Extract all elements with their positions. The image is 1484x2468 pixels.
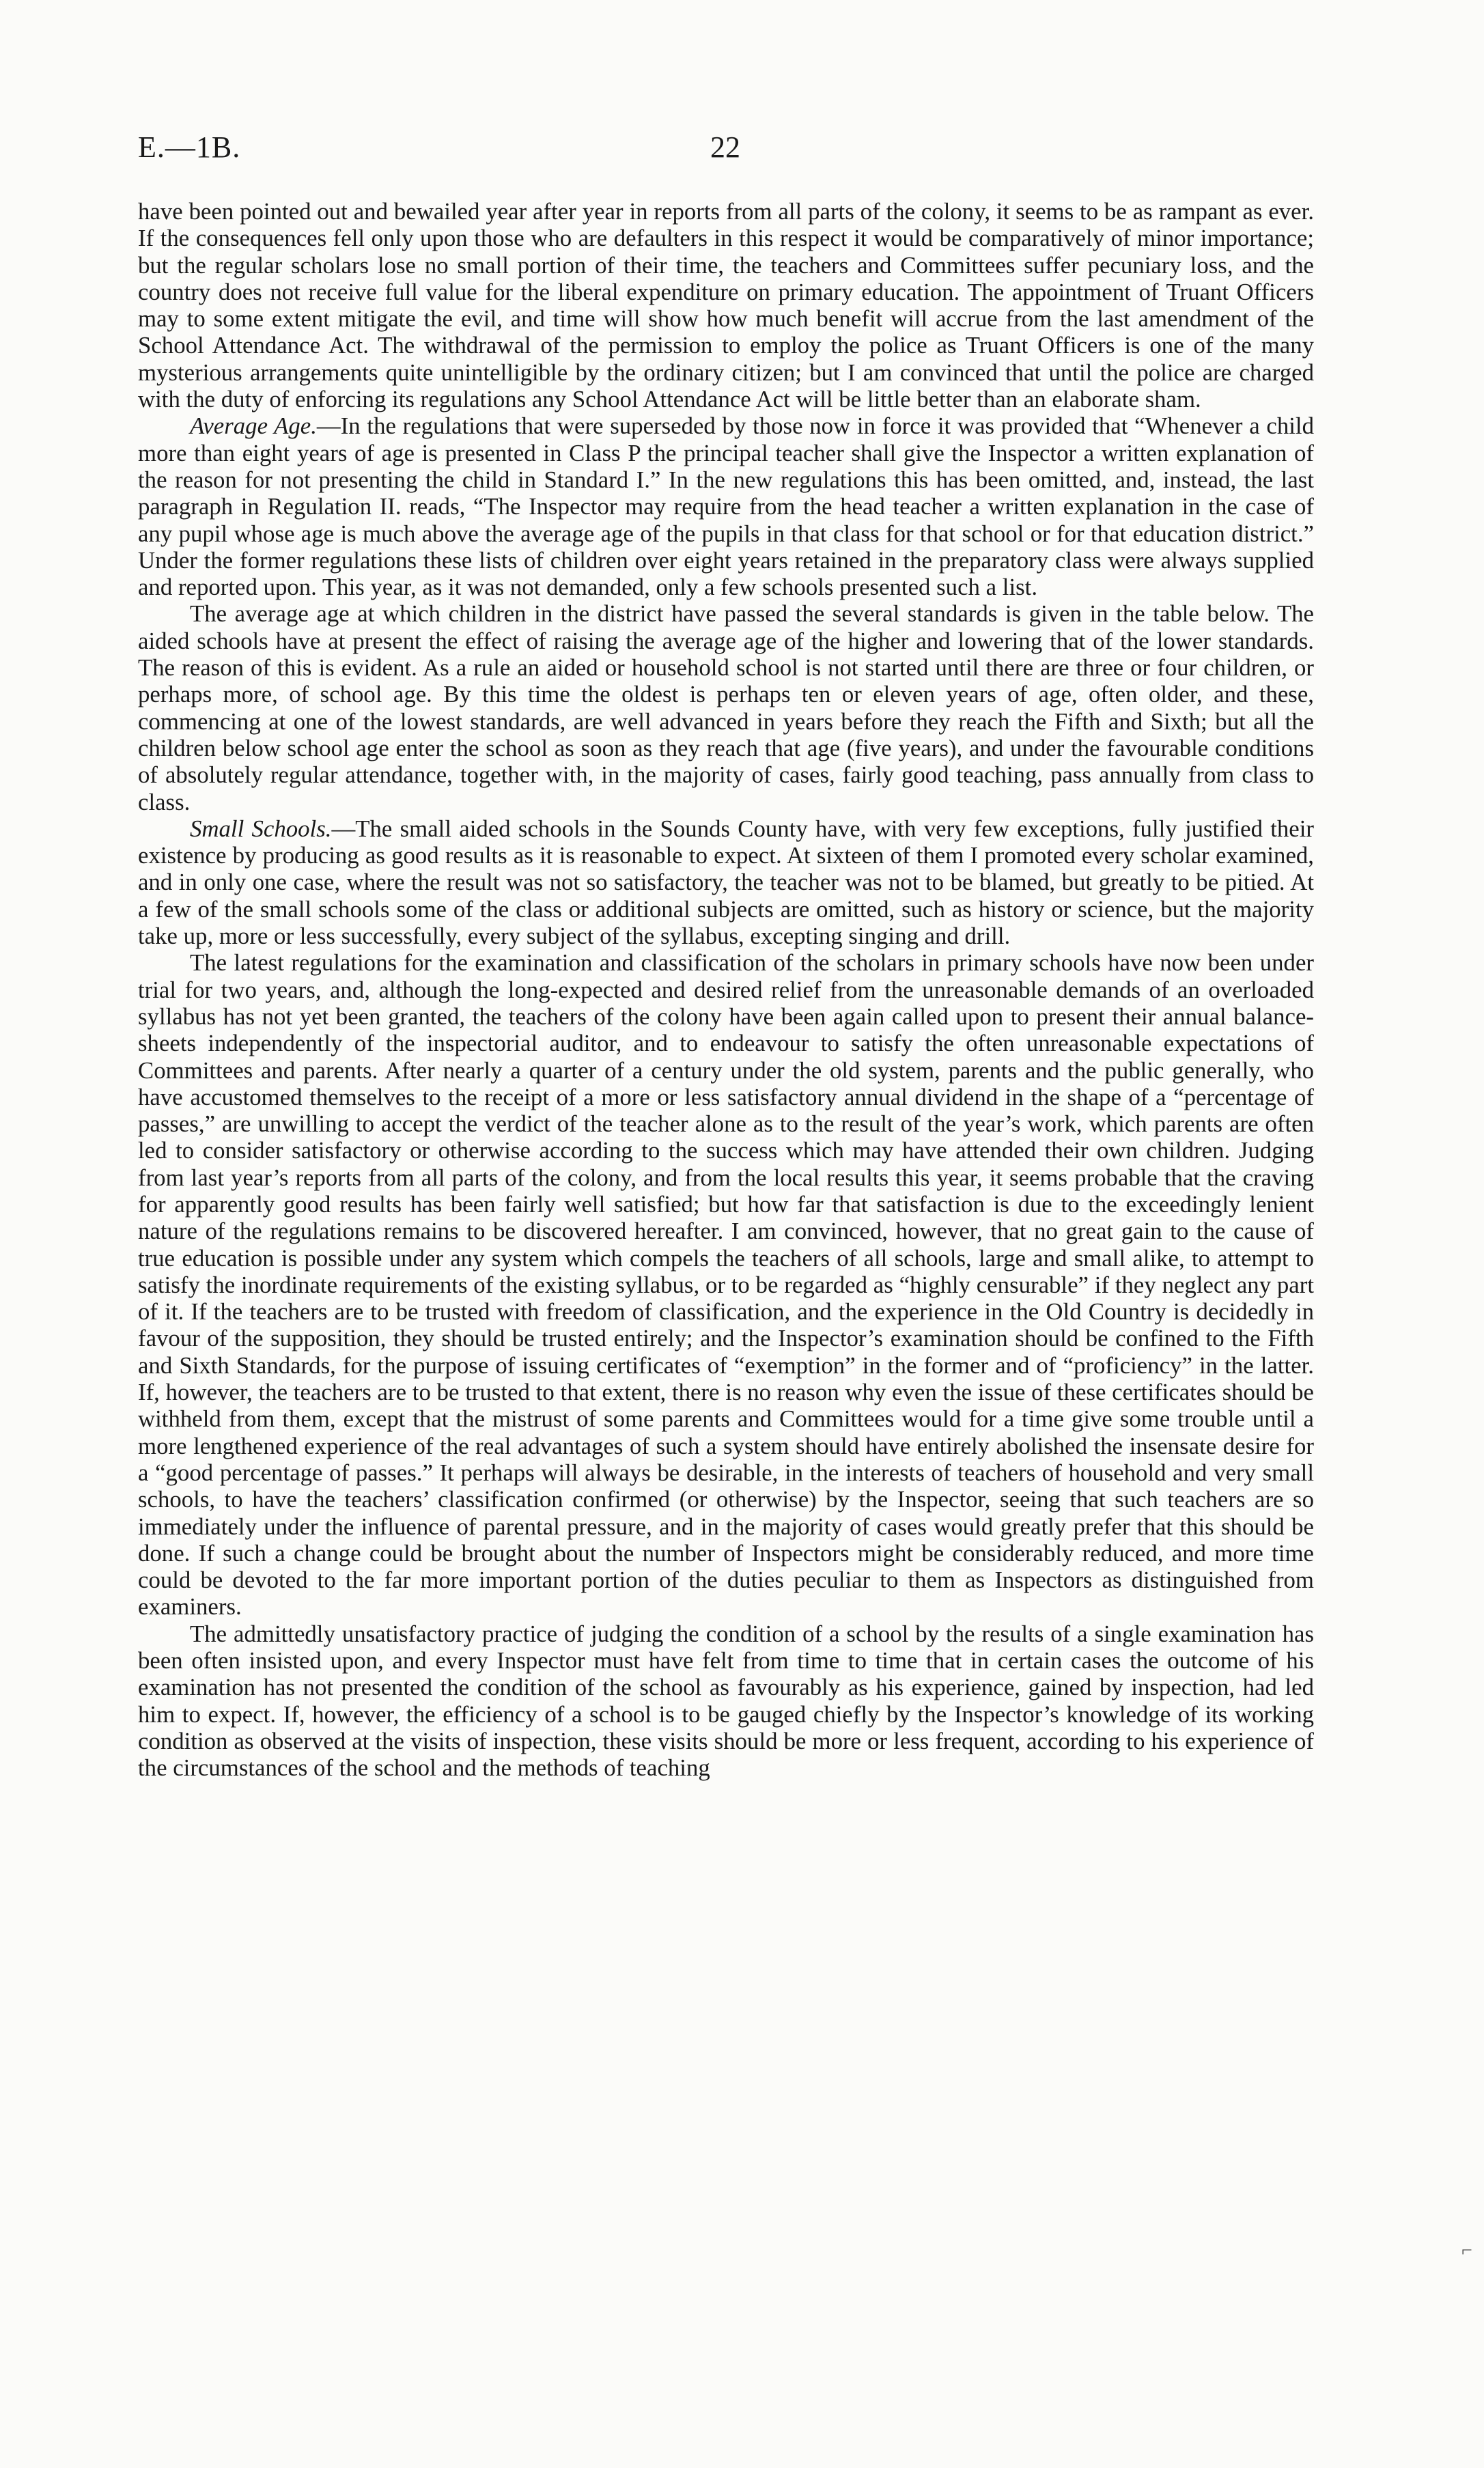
paragraph-text: The latest regulations for the examination and classification of the scholars in primary schools have now been under trial for two years, and, although the long-expected and desired relief from the unreasonable demands of an overloaded syllabus has not yet been granted, the teachers of the colony have been again called upon to present their annual balance-sheets independently of the inspectorial auditor, and to endeavour to satisfy the often unreasonable expectations of Committees and parents. After nearly a quarter of a century under the old system, parents and the public generally, who have accustomed themselves to the receipt of a more or less satisfactory annual dividend in the shape of a “percentage of passes,” are unwilling to accept the verdict of the teacher alone as to the result of the year’s work, which parents are often led to consider satisfactory or otherwise according to the success which may have attended their own children. Judging from last year’s reports from all parts of the colony, and from the local results this year, it seems probable that the craving for apparently good results has been fairly well satisfied; but how far that satisfaction is due to the exceedingly lenient nature of the regulations remains to be discovered hereafter. I am convinced, however, that no great gain to the cause of true education is possible under any system which compels the teachers of all schools, large and small alike, to attempt to satisfy the inordinate requirements of the existing syllabus, or to be regarded as “highly censurable” if they neglect any part of it. If the teachers are to be trusted with freedom of classification, and the experience in the Old Country is decidedly in favour of the supposition, they should be trusted entirely; and the Inspector’s examination should be confined to the Fifth and Sixth Standards, for the purpose of issuing certificates of “exemption” in the former and of “proficiency” in the latter. If, however, the teachers are to be trusted to that extent, there is no reason why even the issue of these certificates should be withheld from them, except that the mistrust of some parents and Committees would for a time give some trouble until a more lengthened experience of the real advantages of such a system should have entirely abolished the insensate desire for a “good percentage of passes.” It perhaps will always be desirable, in the interests of teachers of household and very small schools, to have the teachers’ classification confirmed (or otherwise) by the Inspector, seeing that such teachers are so immediately under the influence of parental pressure, and in the majority of cases would greatly prefer that this should be done. If such a change could be brought about the number of Inspectors might be considerably reduced, and more time could be devoted to the far more important portion of the duties peculiar to them as Inspectors as distinguished from examiners. [138,949,1314,1621]
section-heading-small-schools: Small Schools. [190,815,332,842]
paragraph-single-examination [138,1621,1314,1782]
body-text [138,198,1314,1782]
margin-mark-icon: ⌐ [1461,2240,1472,2261]
paragraph-truancy-continued [138,198,1314,412]
page-header [138,130,1314,171]
section-heading-average-age: Average Age. [190,412,317,440]
paragraph-average-age-table-intro [138,600,1314,815]
paragraph-regulations [138,949,1314,1620]
paragraph-text: —In the regulations that were superseded by those now in force it was provided that “Whenever a child more than eight years of age is presented in Class P the principal teacher shall give the Inspector a written explanation of the reason for not presenting the child in Standard I.” In the new regulations this has been omitted, and, instead, the last paragraph in Regulation II. reads, “The Inspector may require from the head teacher a written explanation in the case of any pupil whose age is much above the average age of the pupils in that class for that school or for that education district.” Under the former regulations these lists of children over eight years retained in the preparatory class were always supplied and reported upon. This year, as it was not demanded, only a few schools presented such a list. [138,412,1314,601]
paragraph-text: The admittedly unsatisfactory practice of judging the condition of a school by the results of a single examination has been often insisted upon, and every Inspector must have felt from time to time that in certain cases the outcome of his examination has not presented the condition of the school as favourably as his experience, gained by inspection, had led him to expect. If, however, the efficiency of a school is to be gauged chiefly by the Inspector’s knowledge of its working condition as observed at the visits of inspection, these visits should be more or less frequent, according to his experience of the circumstances of the school and the methods of teaching [138,1620,1314,1782]
paragraph-text: have been pointed out and bewailed year after year in reports from all parts of the colony, it seems to be as rampant as ever. If the consequences fell only upon those who are defaulters in this respect it would be comparatively of minor importance; but the regular scholars lose no small portion of their time, the teachers and Committees suffer pecuniary loss, and the country does not receive full value for the liberal expenditure on primary education. The appointment of Truant Officers may to some extent mitigate the evil, and time will show how much benefit will accrue from the last amendment of the School Attendance Act. The withdrawal of the permission to employ the police as Truant Officers is one of the many mysterious arrangements quite unintelligible by the ordinary citizen; but I am convinced that until the police are charged with the duty of enforcing its regulations any School Attendance Act will be little better than an elaborate sham. [138,198,1314,413]
page-number: 22 [710,130,740,164]
paragraph-text: —The small aided schools in the Sounds County have, with very few exceptions, fully justified their existence by producing as good results as it is reasonable to expect. At sixteen of them I promoted every scholar examined, and in only one case, where the result was not so satisfactory, the teacher was not to be blamed, but greatly to be pitied. At a few of the small schools some of the class or additional subjects are omitted, such as history or science, but the majority take up, more or less successfully, every subject of the syllabus, excepting singing and drill. [138,815,1314,950]
document-reference: E.—1B. [138,130,241,164]
paragraph-small-schools [138,815,1314,949]
paragraph-text: The average age at which children in the district have passed the several standards is given in the table below. The aided schools have at present the effect of raising the average age of the higher and lowering that of the lower standards. The reason of this is evident. As a rule an aided or household school is not started until there are three or four children, or perhaps more, of school age. By this time the oldest is perhaps ten or eleven years of age, often older, and these, commencing at one of the lowest standards, are well advanced in years before they reach the Fifth and Sixth; but all the children below school age enter the school as soon as they reach that age (five years), and under the favourable conditions of absolutely regular attendance, together with, in the majority of cases, fairly good teaching, pass annually from class to class. [138,600,1314,815]
paragraph-average-age [138,412,1314,600]
